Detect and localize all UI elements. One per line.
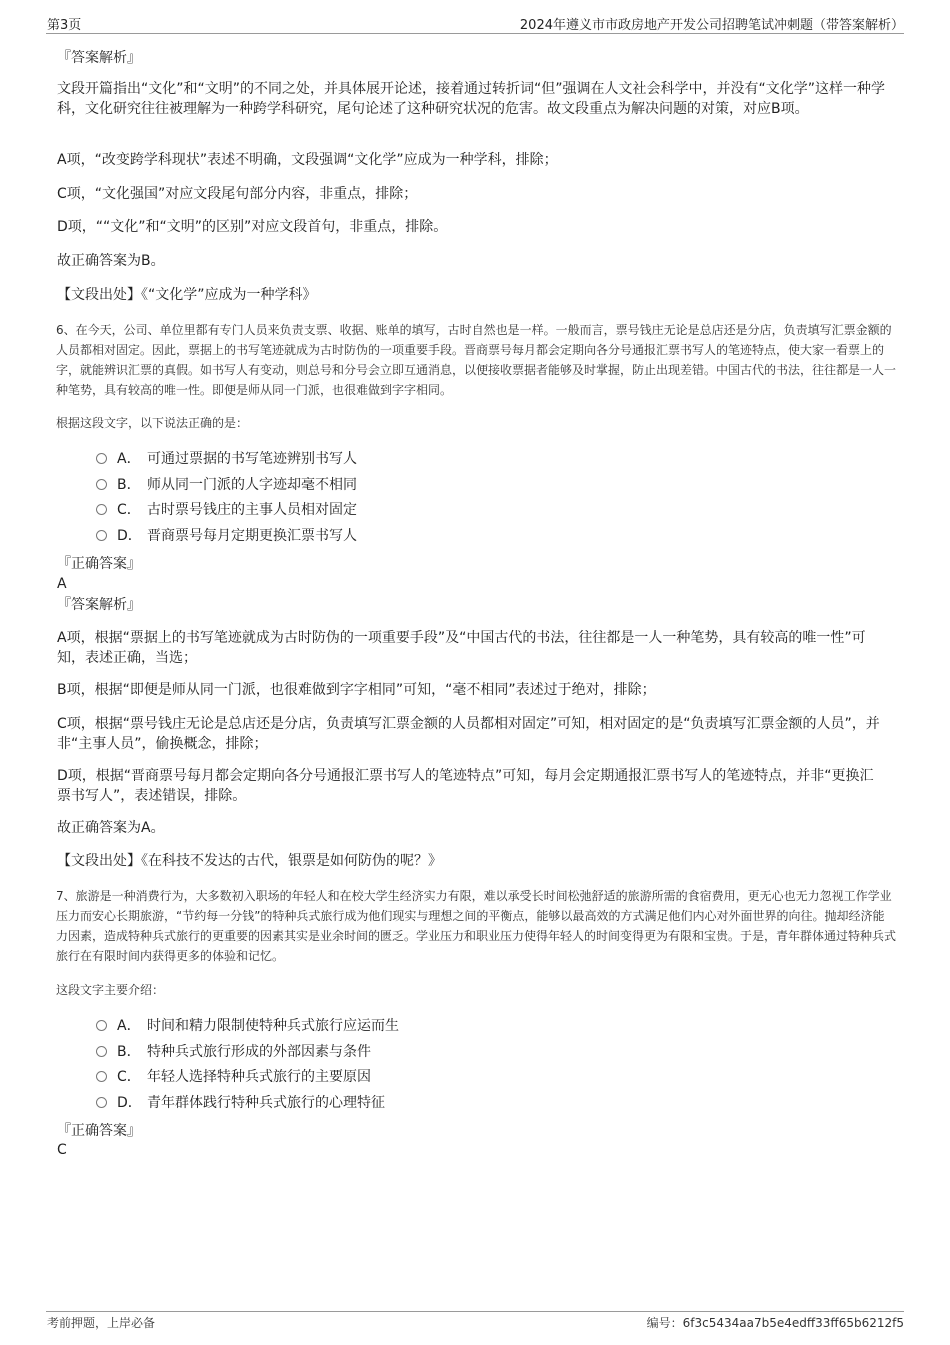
q6-option-d[interactable] <box>96 526 357 546</box>
footer-divider <box>46 1311 904 1312</box>
option-letter: A． <box>117 451 141 467</box>
radio-button-icon[interactable] <box>96 1046 107 1057</box>
option-letter: C． <box>117 1069 141 1085</box>
footer-code <box>647 1314 904 1331</box>
option-text: 可通过票据的书写笔迹辨别书写人 <box>147 451 357 467</box>
option-letter: B． <box>117 477 141 493</box>
option-letter: D． <box>117 1095 142 1111</box>
q6-analysis-title: 『答案解析』 <box>57 597 141 613</box>
q7-answer-title: 『正确答案』 <box>57 1123 141 1139</box>
option-text: 年轻人选择特种兵式旅行的主要原因 <box>147 1069 371 1085</box>
q7-answer: C <box>57 1142 67 1158</box>
radio-button-icon[interactable] <box>96 504 107 515</box>
q5-source: 【文段出处】《“文化学”应成为一种学科》 <box>57 287 317 303</box>
footer-code-value: 6f3c5434aa7b5e4edff33ff65b6212f5 <box>682 1316 904 1330</box>
option-text: 特种兵式旅行形成的外部因素与条件 <box>147 1044 371 1060</box>
q7-passage: 7、旅游是一种消费行为，大多数初入职场的年轻人和在校大学生经济实力有限，难以承受长时间松弛舒适的旅游所需的食宿费用，更无心也无力忽视工作学业压力而安心长期旅游，“节约每一分钱”的特种兵式旅行成为他们现实与理想之间的平衡点，能够以最高效的方式满足他们内心对外面世界的向往。抛却经济能力因素，造成特种兵式旅行的更重要的因素其实是业余时间的匮乏。学业压力和职业压力使得年轻人的时间变得更为有限和宝贵。于是，青年群体通过特种兵式旅行在有限时间内获得更多的体验和记忆。 <box>56 889 897 963</box>
option-text: 晋商票号每月定期更换汇票书写人 <box>147 528 357 544</box>
q5-analysis-paragraph: 文段开篇指出“文化”和“文明”的不同之处，并具体展开论述，接着通过转折词“但”强调在人文社会科学中，并没有“文化学”这样一种学科，文化研究往往被理解为一种跨学科研究，尾句论述了这种研究状况的危害。故文段重点为解决问题的对策，对应B项。 <box>57 81 886 117</box>
q6-source: 【文段出处】《在科技不发达的古代，银票是如何防伪的呢？》 <box>57 853 442 869</box>
q5-analysis-title: 『答案解析』 <box>57 50 141 66</box>
radio-button-icon[interactable] <box>96 479 107 490</box>
radio-button-icon[interactable] <box>96 530 107 541</box>
option-letter: B． <box>117 1044 141 1060</box>
q7-prompt: 这段文字主要介绍： <box>56 983 165 997</box>
q6-conclusion: 故正确答案为A。 <box>57 820 165 836</box>
document-title: 2024年遵义市市政房地产开发公司招聘笔试冲刺题（带答案解析） <box>519 18 904 33</box>
q5-conclusion: 故正确答案为B。 <box>57 253 165 269</box>
option-text: 师从同一门派的人字迹却毫不相同 <box>147 477 357 493</box>
q5-analysis-option-a: A项，“改变跨学科现状”表述不明确，文段强调“文化学”应成为一种学科，排除； <box>57 152 558 168</box>
q6-analysis-c: C项，根据“票号钱庄无论是总店还是分店，负责填写汇票金额的人员都相对固定”可知，相对固定的是“负责填写汇票金额的人员”，并非“主事人员”，偷换概念，排除； <box>57 716 880 752</box>
option-text: 时间和精力限制使特种兵式旅行应运而生 <box>147 1018 399 1034</box>
footer-code-label: 编号： <box>646 1316 683 1330</box>
q7-option-c[interactable] <box>96 1067 371 1087</box>
q5-analysis-option-c: C项，“文化强国”对应文段尾句部分内容，非重点，排除； <box>57 186 418 202</box>
q7-option-b[interactable] <box>96 1042 371 1062</box>
q5-analysis-option-d: D项，““文化”和“文明”的区别”对应文段首句，非重点，排除。 <box>57 219 448 235</box>
radio-button-icon[interactable] <box>96 1071 107 1082</box>
q6-analysis-b: B项，根据“即便是师从同一门派，也很难做到字字相同”可知，“毫不相同”表述过于绝对，排除； <box>57 682 656 698</box>
q6-option-c[interactable] <box>96 500 357 520</box>
q6-answer: A <box>57 576 67 592</box>
option-letter: D． <box>117 528 142 544</box>
radio-button-icon[interactable] <box>96 453 107 464</box>
page-number: 第3页 <box>47 18 82 33</box>
option-text: 青年群体践行特种兵式旅行的心理特征 <box>147 1095 385 1111</box>
option-letter: C． <box>117 502 141 518</box>
q7-option-d[interactable] <box>96 1093 385 1113</box>
q6-prompt: 根据这段文字，以下说法正确的是： <box>56 416 249 430</box>
option-letter: A． <box>117 1018 141 1034</box>
footer-slogan: 考前押题，上岸必备 <box>47 1316 156 1330</box>
option-text: 古时票号钱庄的主事人员相对固定 <box>147 502 357 518</box>
header-divider <box>46 33 904 34</box>
q6-passage: 6、在今天，公司、单位里都有专门人员来负责支票、收据、账单的填写，古时自然也是一样。一般而言，票号钱庄无论是总店还是分店，负责填写汇票金额的人员都相对固定。因此，票据上的书写笔迹就成为古时防伪的一项重要手段。晋商票号每月都会定期向各分号通报汇票书写人的笔迹特点，使大家一看票上的字，就能辨识汇票的真假。如书写人有变动，则总号和分号会立即互通消息，以便接收票据者能够及时掌握，防止出现差错。中国古代的书法，往往都是一人一种笔势，具有较高的唯一性。即便是师从同一门派，也很难做到字字相同。 <box>56 323 897 397</box>
q6-option-a[interactable] <box>96 449 357 469</box>
q6-analysis-a: A项，根据“票据上的书写笔迹就成为古时防伪的一项重要手段”及“中国古代的书法，往往都是一人一种笔势，具有较高的唯一性”可知，表述正确，当选； <box>57 630 866 666</box>
q6-answer-title: 『正确答案』 <box>57 556 141 572</box>
radio-button-icon[interactable] <box>96 1097 107 1108</box>
q6-option-b[interactable] <box>96 475 357 495</box>
q7-option-a[interactable] <box>96 1016 399 1036</box>
q6-analysis-d: D项，根据“晋商票号每月都会定期向各分号通报汇票书写人的笔迹特点”可知，每月会定期通报汇票书写人的笔迹特点，并非“更换汇票书写人”，表述错误，排除。 <box>57 768 874 804</box>
radio-button-icon[interactable] <box>96 1020 107 1031</box>
